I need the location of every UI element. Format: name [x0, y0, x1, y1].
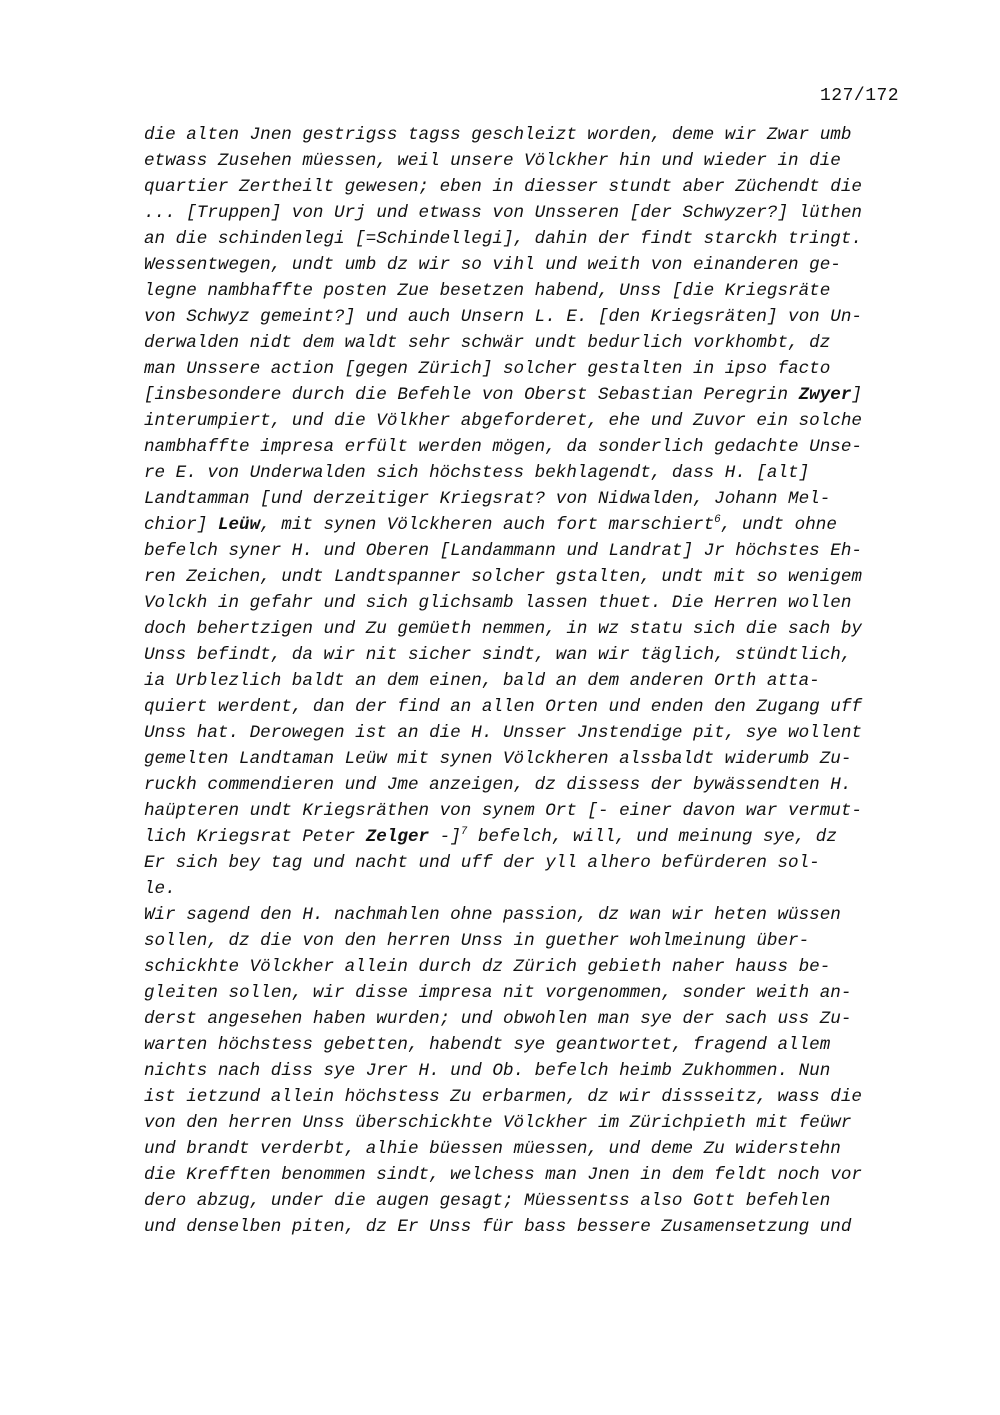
text-line: [144, 200, 914, 226]
text-segment: und brandt verderbt, alhie büessen müessen, und deme Zu widerstehn: [144, 1139, 841, 1159]
text-line: [144, 408, 914, 434]
text-segment: die Krefften benommen sindt, welchess man Jnen in dem feldt noch vor: [144, 1165, 862, 1185]
footnote-marker: 7: [460, 826, 468, 839]
text-segment: re E. von Underwalden sich höchstess bekhlagendt, dass H. [alt]: [144, 463, 810, 483]
text-segment: befelch syner H. und Oberen [Landammann und Landrat] Jr höchstes Eh-: [144, 541, 862, 561]
text-line: [144, 928, 914, 954]
text-segment: ruckh commendieren und Jme anzeigen, dz dissess der bywässendten H.: [144, 775, 852, 795]
text-segment: le.: [144, 879, 176, 899]
text-segment: Unss hat. Derowegen ist an die H. Unsser Jnstendige pit, sye wollent: [144, 723, 862, 743]
text-line: [144, 772, 914, 798]
text-line: [144, 1058, 914, 1084]
text-segment: interumpiert, und die Völkher abgeforderet, ehe und Zuvor ein solche: [144, 411, 862, 431]
page-number: 127/172: [820, 86, 900, 106]
text-line: [144, 876, 914, 902]
text-line: [144, 980, 914, 1006]
text-segment: derst angesehen haben wurden; und obwohlen man sye der sach uss Zu-: [144, 1009, 852, 1029]
text-segment: [insbesondere durch die Befehle von Oberst Sebastian Peregrin: [144, 385, 799, 405]
text-line: [144, 304, 914, 330]
text-line: [144, 720, 914, 746]
text-line: [144, 1006, 914, 1032]
person-name: Leüw: [217, 515, 261, 535]
body-text: [144, 122, 914, 1240]
text-segment: quartier Zertheilt gewesen; eben in diesser stundt aber Züchendt die: [144, 177, 862, 197]
text-line: [144, 174, 914, 200]
text-line: [144, 668, 914, 694]
text-segment: von Schwyz gemeint?] und auch Unsern L. E. [den Kriegsräten] von Un-: [144, 307, 862, 327]
text-segment: Unss befindt, da wir nit sicher sindt, wan wir täglich, stündtlich,: [144, 645, 852, 665]
text-line: [144, 460, 914, 486]
text-segment: dero abzug, under die augen gesagt; Müessentss also Gott befehlen: [144, 1191, 831, 1211]
text-segment: haüpteren undt Kriegsräthen von synem Ort [- einer davon war vermut-: [144, 801, 862, 821]
text-line: [144, 954, 914, 980]
text-line: [144, 382, 914, 408]
person-name: Zelger: [365, 827, 430, 847]
text-line: [144, 564, 914, 590]
text-line: [144, 1214, 914, 1240]
text-segment: ... [Truppen] von Urj und etwass von Unsseren [der Schwyzer?] lüthen: [144, 203, 862, 223]
text-line: [144, 512, 914, 538]
text-segment: schickhte Völckher allein durch dz Zürich gebieth naher hauss be-: [144, 957, 831, 977]
text-line: [144, 486, 914, 512]
text-line: [144, 1032, 914, 1058]
text-line: [144, 122, 914, 148]
text-line: [144, 642, 914, 668]
text-line: [144, 356, 914, 382]
text-line: [144, 616, 914, 642]
text-line: [144, 824, 914, 850]
text-segment: Volckh in gefahr und sich glichsamb lassen thuet. Die Herren wollen: [144, 593, 852, 613]
text-segment: ]: [851, 385, 862, 405]
text-line: [144, 252, 914, 278]
text-segment: derwalden nidt dem waldt sehr schwär undt bedurlich vorkhombt, dz: [144, 333, 831, 353]
text-segment: warten höchstess gebetten, habendt sye geantwortet, fragend allem: [144, 1035, 831, 1055]
text-line: [144, 798, 914, 824]
text-segment: man Unssere action [gegen Zürich] solcher gestalten in ipso facto: [144, 359, 831, 379]
text-segment: befelch, will, und meinung sye, dz: [467, 827, 837, 847]
text-segment: , mit synen Völckheren auch fort marschiert: [260, 515, 715, 535]
person-name: Zwyer: [798, 385, 852, 405]
text-segment: nichts nach diss sye Jrer H. und Ob. befelch heimb Zukhommen. Nun: [144, 1061, 831, 1081]
text-segment: -]: [429, 827, 461, 847]
text-line: [144, 278, 914, 304]
text-segment: legne nambhaffte posten Zue besetzen habend, Unss [die Kriegsräte: [144, 281, 831, 301]
text-line: [144, 1162, 914, 1188]
text-segment: quiert werdent, dan der find an allen Orten und enden den Zugang uff: [144, 697, 862, 717]
text-line: [144, 1136, 914, 1162]
text-segment: , undt ohne: [720, 515, 837, 535]
text-segment: die alten Jnen gestrigss tagss geschleizt worden, deme wir Zwar umb: [144, 125, 852, 145]
text-segment: gemelten Landtaman Leüw mit synen Völckheren alssbaldt widerumb Zu-: [144, 749, 852, 769]
text-segment: ren Zeichen, undt Landtspanner solcher gstalten, undt mit so wenigem: [144, 567, 862, 587]
text-segment: ist ietzund allein höchstess Zu erbarmen, dz wir dissseitz, wass die: [144, 1087, 862, 1107]
text-line: [144, 1110, 914, 1136]
text-line: [144, 1188, 914, 1214]
text-line: [144, 538, 914, 564]
text-line: [144, 902, 914, 928]
text-segment: sollen, dz die von den herren Unss in guether wohlmeinung über-: [144, 931, 810, 951]
text-line: [144, 590, 914, 616]
text-segment: und denselben piten, dz Er Unss für bass bessere Zusamensetzung und: [144, 1217, 852, 1237]
footnote-marker: 6: [714, 514, 721, 527]
text-line: [144, 226, 914, 252]
text-segment: lich Kriegsrat Peter: [144, 827, 366, 847]
text-line: [144, 850, 914, 876]
text-segment: doch behertzigen und Zu gemüeth nemmen, in wz statu sich die sach by: [144, 619, 862, 639]
text-segment: ia Urblezlich baldt an dem einen, bald an dem anderen Orth atta-: [144, 671, 820, 691]
text-segment: gleiten sollen, wir disse impresa nit vorgenommen, sonder weith an-: [144, 983, 852, 1003]
text-segment: etwass Zusehen müessen, weil unsere Völckher hin und wieder in die: [144, 151, 841, 171]
text-line: [144, 1084, 914, 1110]
text-line: [144, 746, 914, 772]
text-segment: nambhaffte impresa erfült werden mögen, da sonderlich gedachte Unse-: [144, 437, 862, 457]
text-segment: Wessentwegen, undt umb dz wir so vihl und weith von einanderen ge-: [144, 255, 841, 275]
text-line: [144, 434, 914, 460]
text-segment: chior]: [144, 515, 218, 535]
text-segment: an die schindenlegi [=Schindellegi], dahin der findt starckh tringt.: [144, 229, 862, 249]
text-segment: Er sich bey tag und nacht und uff der yll alhero befürderen sol-: [144, 853, 820, 873]
text-segment: Wir sagend den H. nachmahlen ohne passion, dz wan wir heten wüssen: [144, 905, 841, 925]
text-segment: Landtamman [und derzeitiger Kriegsrat? von Nidwalden, Johann Mel-: [144, 489, 831, 509]
text-line: [144, 694, 914, 720]
text-line: [144, 148, 914, 174]
text-line: [144, 330, 914, 356]
text-segment: von den herren Unss überschickhte Völckher im Zürichpieth mit feüwr: [144, 1113, 852, 1133]
